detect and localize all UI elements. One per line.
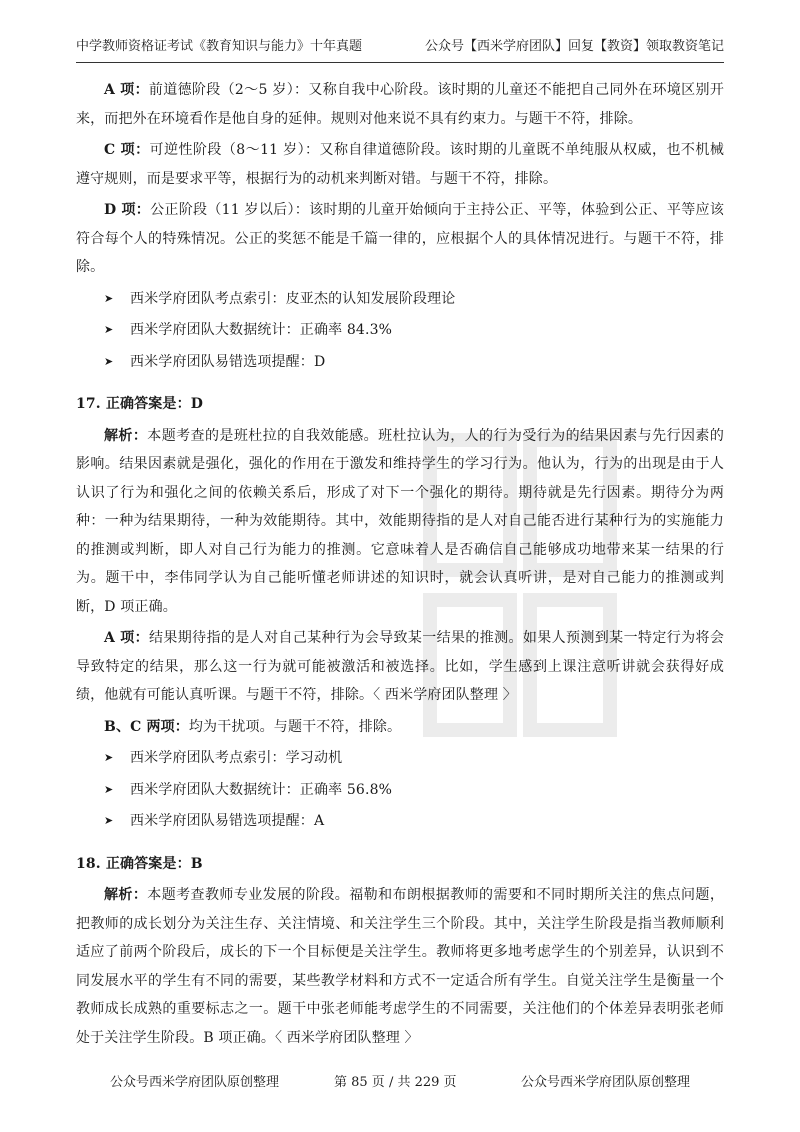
arrowhead-icon: ➤ (104, 291, 114, 305)
paragraph-option-c (76, 136, 724, 193)
footer-right: 公众号西米学府团队原创整理 (520, 1075, 690, 1090)
option-label: D 项： (104, 202, 151, 218)
arrowhead-icon: ➤ (104, 782, 114, 796)
paragraph-analysis-18 (76, 881, 724, 1052)
option-label: B、C 两项： (104, 718, 189, 735)
option-text: 均为干扰项。与题干不符，排除。 (188, 718, 402, 735)
option-text: 公正阶段（11 岁以后）：该时期的儿童开始倾向于主持公正、平等，体验到公正、平等应该符合每个人的特殊情况。公正的奖惩不能是千篇一律的，应根据个人的具体情况进行。与题干不符，排除。 (76, 202, 724, 275)
footer-left: 公众号西米学府团队原创整理 (110, 1075, 280, 1090)
page-header (76, 32, 724, 63)
analysis-label: 解析： (104, 887, 148, 903)
bullet-item (76, 316, 724, 345)
option-label: C 项： (104, 142, 150, 158)
option-label: A 项： (104, 82, 149, 98)
question-18-answer: 18. 正确答案是：B (76, 855, 203, 872)
bullet-text: 西米学府团队易错选项提醒：A (130, 813, 325, 829)
paragraph-option-bc-17 (76, 713, 724, 742)
bullet-item (76, 744, 724, 773)
paragraph-option-a-17 (76, 624, 724, 710)
header-title: 中学教师资格证考试《教育知识与能力》十年真题 (76, 39, 363, 54)
bullet-text: 西米学府团队大数据统计：正确率 56.8% (130, 781, 393, 798)
analysis-label: 解析： (104, 427, 148, 444)
paragraph-option-a (76, 76, 724, 133)
bullet-item (76, 285, 724, 314)
analysis-text: 本题考查的是班杜拉的自我效能感。班杜拉认为，人的行为受行为的结果因素与先行因素的影响。结果因素就是强化，强化的作用在于激发和维持学生的学习行为。他认为，行为的出现是由于人认识了行为和强化之间的依赖关系后，形成了对下一个强化的期待。期待就是先行因素。期待分为两种：一种为结果期待，一种为效能期待。其中，效能期待指的是人对自己能否进行某种行为的实施能力的推测或判断，即人对自己行为能力的推测。它意味着人是否确信自己能够成功地带来某一结果的行为。题干中，李伟同学认为自己能听懂老师讲述的知识时，就会认真听讲，是对自己能力的推测或判断，D 项正确。 (76, 427, 725, 615)
option-text: 可逆性阶段（8～11 岁）：又称自律道德阶段。该时期的儿童既不单纯服从权威，也不机械遵守规则，而是要求平等，根据行为的动机来判断对错。与题干不符，排除。 (76, 142, 724, 187)
bullet-item (76, 348, 724, 377)
bullet-text: 西米学府团队考点索引：学习动机 (130, 750, 343, 766)
paragraph-option-d (76, 196, 724, 282)
paragraph-analysis-17 (76, 422, 724, 622)
option-text: 结果期待指的是人对自己某种行为会导致某一结果的推测。如果人预测到某一特定行为将会导致特定的结果，那么这一行为就可能被激活和被选择。比如，学生感到上课注意听讲就会获得好成绩，他就有可能认真听课。与题干不符，排除。〈 西米学府团队整理 〉 (76, 630, 724, 703)
bullet-item (76, 807, 724, 836)
bullet-text: 西米学府团队大数据统计：正确率 84.3% (130, 322, 393, 338)
arrowhead-icon: ➤ (104, 814, 114, 827)
page-number: 第 85 页 / 共 229 页 (334, 1075, 457, 1090)
page-footer (0, 1071, 800, 1095)
bullet-item (76, 776, 724, 805)
analysis-text: 本题考查教师专业发展的阶段。福勒和布朗根据教师的需要和不同时期所关注的焦点问题，把教师的成长划分为关注生存、关注情境、和关注学生三个阶段。其中，关注学生阶段是指当教师顺利适应了前两个阶段后，成长的下一个目标便是关注学生。教师将更多地考虑学生的个别差异，认识到不同发展水平的学生有不同的需要，某些教学材料和方式不一定适合所有学生。自觉关注学生是衡量一个教师成长成熟的重要标志之一。题干中张老师能考虑学生的不同需要，关注他们的个体差异表明张老师处于关注学生阶段。B 项正确。〈 西米学府团队整理 〉 (76, 887, 725, 1046)
page-content (76, 76, 724, 1055)
header-promo: 公众号【西米学府团队】回复【教资】领取教资笔记 (424, 39, 724, 54)
arrowhead-icon: ➤ (104, 354, 114, 368)
arrowhead-icon: ➤ (104, 323, 114, 336)
option-label: A 项： (104, 630, 150, 646)
bullet-text: 西米学府团队易错选项提醒：D (130, 353, 326, 370)
option-text: 前道德阶段（2～5 岁）：又称自我中心阶段。该时期的儿童还不能把自己同外在环境区别开来，而把外在环境看作是他自身的延伸。规则对他来说不具有约束力。与题干不符，排除。 (76, 82, 724, 127)
arrowhead-icon: ➤ (104, 751, 114, 764)
bullet-text: 西米学府团队考点索引：皮亚杰的认知发展阶段理论 (130, 290, 456, 307)
question-17-answer: 17. 正确答案是：D (76, 396, 204, 412)
